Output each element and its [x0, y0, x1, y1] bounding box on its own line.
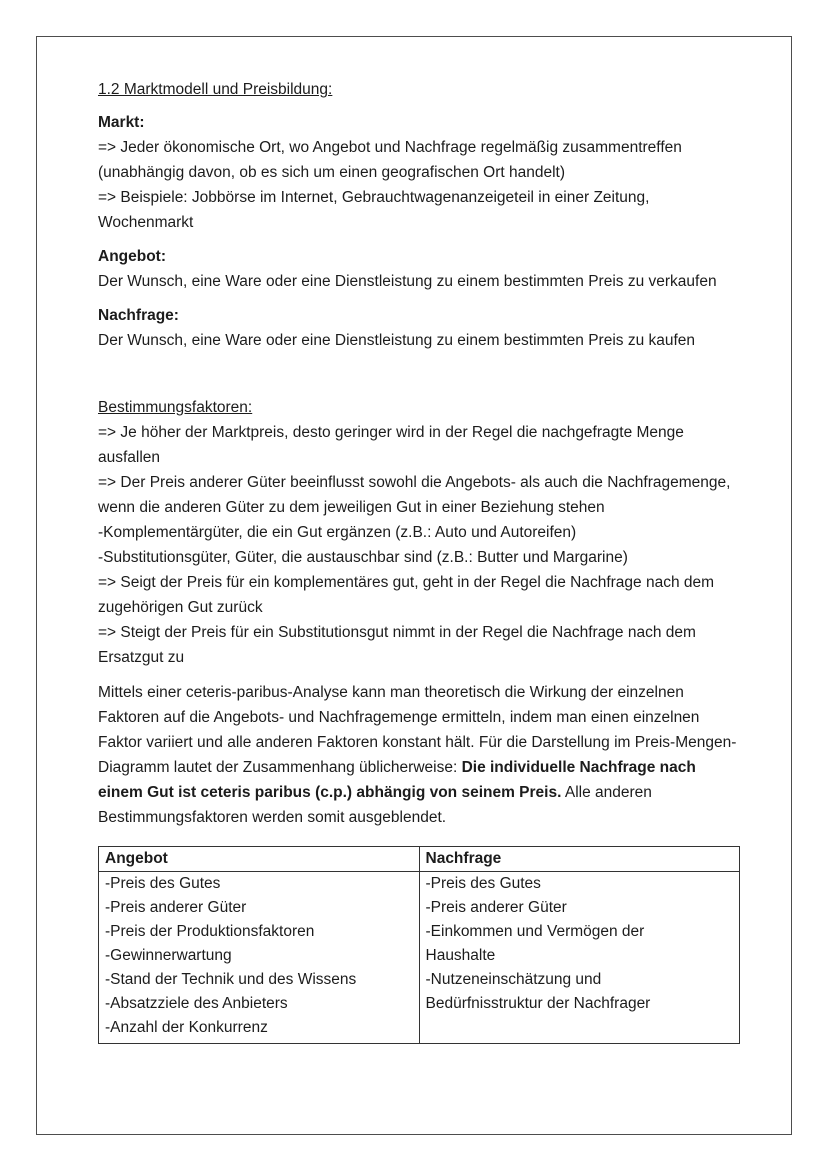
- factors-table-body-row: [99, 872, 740, 1044]
- factors-table-header-row: [99, 847, 740, 872]
- angebot-factor: -Preis anderer Güter: [105, 899, 247, 916]
- angebot-factor: -Anzahl der Konkurrenz: [105, 1019, 268, 1036]
- bestimmungsfaktoren-item: -Komplementärgüter, die ein Gut ergänzen (z.B.: Auto und Autoreifen): [98, 524, 577, 541]
- nachfrage-factors-cell: [419, 872, 740, 1044]
- document-page: [36, 36, 792, 1135]
- markt-section: [98, 110, 740, 235]
- bestimmungsfaktoren-label: [98, 395, 740, 420]
- angebot-factor: -Preis des Gutes: [105, 875, 221, 892]
- nachfrage-column-header: Nachfrage: [419, 847, 740, 872]
- bestimmungsfaktoren-item: => Der Preis anderer Güter beeinflusst sowohl die Angebots- als auch die Nachfragemenge, wenn die anderen Güter zu dem jeweiligen Gut in einer Beziehung stehen: [98, 474, 731, 516]
- angebot-label: Angebot:: [98, 248, 167, 265]
- bestimmungsfaktoren-item: => Je höher der Marktpreis, desto geringer wird in der Regel die nachgefragte Menge ausfallen: [98, 424, 684, 466]
- angebot-factors-cell: [99, 872, 420, 1044]
- nachfrage-factor: -Einkommen und Vermögen der Haushalte: [425, 923, 645, 964]
- angebot-factor: -Preis der Produktionsfaktoren: [105, 923, 315, 940]
- nachfrage-factor: -Preis des Gutes: [425, 875, 541, 892]
- section-heading: [98, 77, 740, 102]
- cp-text-after: Alle anderen Bestimmungsfaktoren werden somit ausgeblendet.: [98, 784, 652, 826]
- angebot-factor: -Absatzziele des Anbieters: [105, 995, 288, 1012]
- nachfrage-label: Nachfrage:: [98, 307, 179, 324]
- bestimmungsfaktoren-label-text: Bestimmungsfaktoren:: [98, 399, 253, 416]
- ceteris-paribus-paragraph: [98, 680, 740, 830]
- bestimmungsfaktoren-section: [98, 395, 740, 670]
- nachfrage-section: [98, 303, 740, 353]
- angebot-factor: -Gewinnerwartung: [105, 947, 232, 964]
- bestimmungsfaktoren-item: => Seigt der Preis für ein komplementäres gut, geht in der Regel die Nachfrage nach dem zugehörigen Gut zurück: [98, 574, 715, 616]
- factors-table: [98, 846, 740, 1044]
- angebot-column-header: Angebot: [99, 847, 420, 872]
- angebot-text: Der Wunsch, eine Ware oder eine Dienstleistung zu einem bestimmten Preis zu verkaufen: [98, 273, 717, 290]
- bestimmungsfaktoren-item: -Substitutionsgüter, Güter, die austauschbar sind (z.B.: Butter und Margarine): [98, 549, 628, 566]
- markt-item: => Jeder ökonomische Ort, wo Angebot und Nachfrage regelmäßig zusammentreffen (unabhängig davon, ob es sich um einen geografischen Ort handelt): [98, 139, 682, 181]
- angebot-section: [98, 244, 740, 294]
- section-heading-text: 1.2 Marktmodell und Preisbildung:: [98, 81, 333, 98]
- markt-label: Markt:: [98, 114, 145, 131]
- nachfrage-text: Der Wunsch, eine Ware oder eine Dienstleistung zu einem bestimmten Preis zu kaufen: [98, 332, 696, 349]
- document-content: [98, 77, 740, 1044]
- nachfrage-factor: -Nutzeneinschätzung und Bedürfnisstruktur der Nachfrager: [425, 971, 651, 1012]
- markt-item: => Beispiele: Jobbörse im Internet, Gebrauchtwagenanzeigeteil in einer Zeitung, Wochenmarkt: [98, 189, 650, 231]
- cp-text-before: Mittels einer ceteris-paribus-Analyse kann man theoretisch die Wirkung der einzelnen Faktoren auf die Angebots- und Nachfragemenge ermitteln, indem man einen einzelnen Faktor variiert und alle anderen Faktoren konstant hält. Für die Darstellung im Preis-Mengen-Diagramm lautet der Zusammenhang üblicherweise:: [98, 684, 737, 776]
- angebot-factor: -Stand der Technik und des Wissens: [105, 971, 357, 988]
- cp-bold-statement: Die individuelle Nachfrage nach einem Gut ist ceteris paribus (c.p.) abhängig von seinem Preis.: [98, 759, 696, 801]
- nachfrage-factor: -Preis anderer Güter: [425, 899, 567, 916]
- bestimmungsfaktoren-item: => Steigt der Preis für ein Substitutionsgut nimmt in der Regel die Nachfrage nach dem Ersatzgut zu: [98, 624, 696, 666]
